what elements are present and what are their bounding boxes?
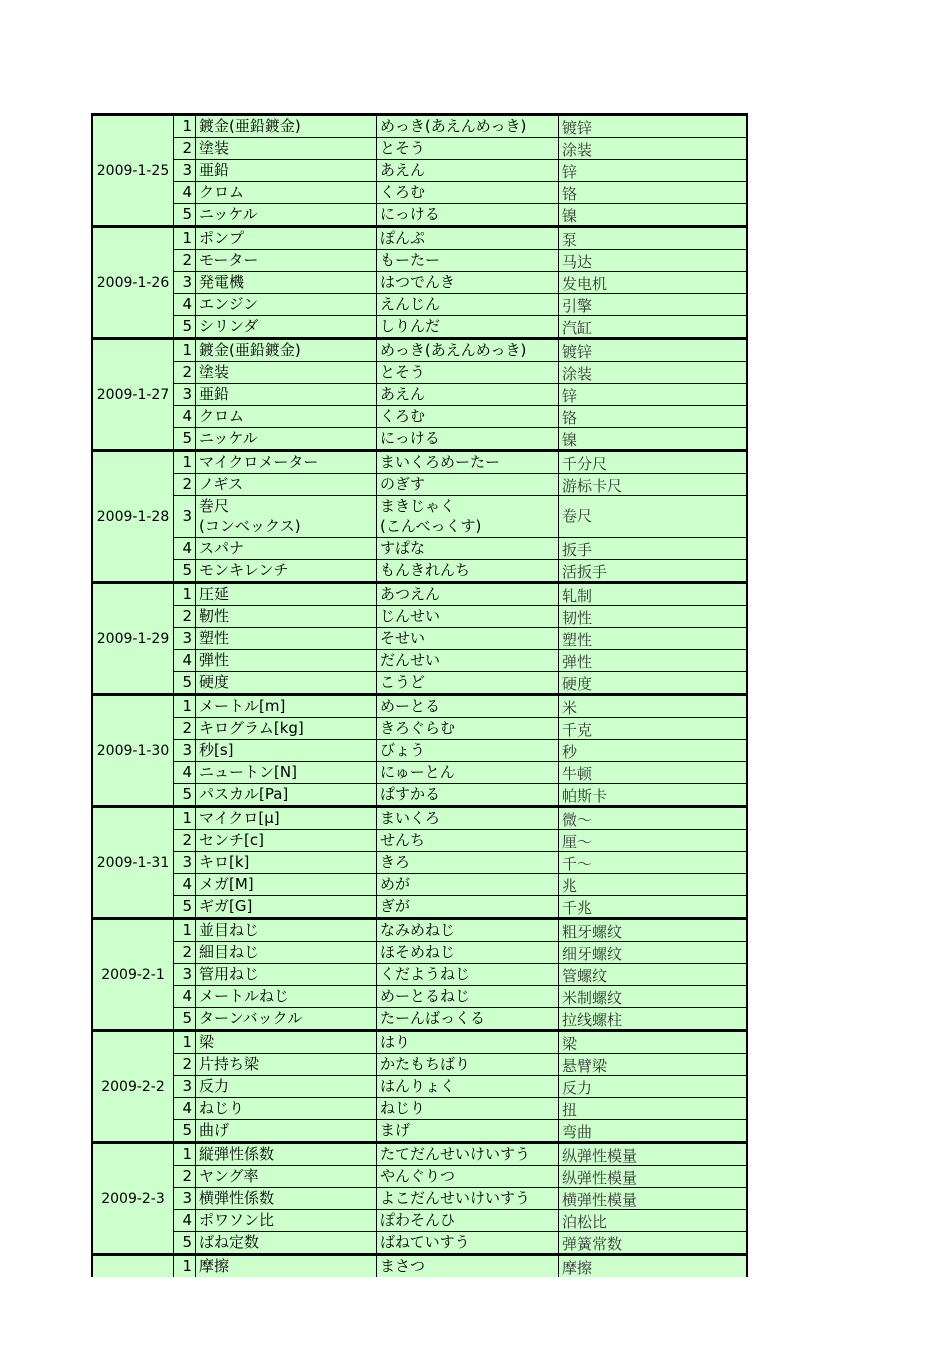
kana-reading: くろむ xyxy=(377,406,559,427)
row-number: 4 xyxy=(174,986,196,1007)
japanese-term: 管用ねじ xyxy=(196,964,377,985)
table-row xyxy=(174,473,748,495)
kana-reading: きろぐらむ xyxy=(377,718,559,739)
date-group xyxy=(91,693,748,805)
chinese-translation: 兆 xyxy=(559,874,748,895)
row-number: 1 xyxy=(174,920,196,941)
table-row xyxy=(174,427,748,449)
row-number: 1 xyxy=(174,116,196,137)
japanese-term: 摩擦 xyxy=(196,1256,377,1277)
japanese-term: 亜鉛 xyxy=(196,384,377,405)
japanese-term: 横弾性係数 xyxy=(196,1188,377,1209)
chinese-translation: 镀锌 xyxy=(559,340,748,361)
table-row xyxy=(174,1231,748,1253)
row-number: 4 xyxy=(174,1210,196,1231)
kana-reading: よこだんせいけいすう xyxy=(377,1188,559,1209)
date-group xyxy=(91,1029,748,1141)
japanese-term: ヤング率 xyxy=(196,1166,377,1187)
japanese-term: メートルねじ xyxy=(196,986,377,1007)
table-row xyxy=(174,340,748,361)
japanese-term: ポワソン比 xyxy=(196,1210,377,1231)
kana-reading: びょう xyxy=(377,740,559,761)
kana-reading: はんりょく xyxy=(377,1076,559,1097)
chinese-translation: 引擎 xyxy=(559,294,748,315)
table-row xyxy=(174,1075,748,1097)
japanese-term: ねじり xyxy=(196,1098,377,1119)
kana-reading: かたもちばり xyxy=(377,1054,559,1075)
row-number: 5 xyxy=(174,560,196,581)
chinese-translation: 塑性 xyxy=(559,628,748,649)
kana-reading: すぱな xyxy=(377,538,559,559)
date-cell: 2009-1-28 xyxy=(91,452,174,581)
table-row xyxy=(174,1144,748,1165)
table-row xyxy=(174,228,748,249)
row-number: 2 xyxy=(174,1054,196,1075)
kana-reading: あつえん xyxy=(377,584,559,605)
date-group xyxy=(91,449,748,581)
chinese-translation: 厘～ xyxy=(559,830,748,851)
date-cell xyxy=(91,1256,174,1277)
chinese-translation: 扳手 xyxy=(559,538,748,559)
japanese-term: ニッケル xyxy=(196,428,377,449)
chinese-translation: 发电机 xyxy=(559,272,748,293)
row-number: 4 xyxy=(174,1098,196,1119)
date-cell: 2009-2-2 xyxy=(91,1032,174,1141)
japanese-term: パスカル[Pa] xyxy=(196,784,377,805)
chinese-translation: 米 xyxy=(559,696,748,717)
japanese-term: 弾性 xyxy=(196,650,377,671)
kana-reading: こうど xyxy=(377,672,559,693)
chinese-translation: 铬 xyxy=(559,182,748,203)
row-number: 2 xyxy=(174,1166,196,1187)
row-number: 1 xyxy=(174,1144,196,1165)
kana-reading: あえん xyxy=(377,384,559,405)
table-row xyxy=(174,1256,748,1277)
table-row xyxy=(174,985,748,1007)
kana-reading: とそう xyxy=(377,138,559,159)
date-group xyxy=(91,225,748,337)
kana-reading: とそう xyxy=(377,362,559,383)
kana-reading: まさつ xyxy=(377,1256,559,1277)
date-cell: 2009-1-25 xyxy=(91,116,174,225)
table-row xyxy=(174,696,748,717)
vocabulary-table xyxy=(91,113,748,1277)
table-row xyxy=(174,605,748,627)
table-row xyxy=(174,559,748,581)
table-row xyxy=(174,895,748,917)
japanese-term: ポンプ xyxy=(196,228,377,249)
row-number: 5 xyxy=(174,1008,196,1029)
chinese-translation: 微～ xyxy=(559,808,748,829)
kana-reading: まいくろめーたー xyxy=(377,452,559,473)
table-row xyxy=(174,1165,748,1187)
kana-reading: きろ xyxy=(377,852,559,873)
kana-reading: ねじり xyxy=(377,1098,559,1119)
chinese-translation: 千兆 xyxy=(559,896,748,917)
japanese-term: 反力 xyxy=(196,1076,377,1097)
kana-reading: めが xyxy=(377,874,559,895)
chinese-translation: 牛顿 xyxy=(559,762,748,783)
chinese-translation: 锌 xyxy=(559,160,748,181)
chinese-translation: 管螺纹 xyxy=(559,964,748,985)
chinese-translation: 涂装 xyxy=(559,362,748,383)
table-row xyxy=(174,315,748,337)
row-number: 3 xyxy=(174,384,196,405)
table-row xyxy=(174,649,748,671)
japanese-term: メートル[m] xyxy=(196,696,377,717)
japanese-term: 片持ち梁 xyxy=(196,1054,377,1075)
kana-reading: にっける xyxy=(377,428,559,449)
japanese-term: クロム xyxy=(196,182,377,203)
chinese-translation: 米制螺纹 xyxy=(559,986,748,1007)
japanese-term: 硬度 xyxy=(196,672,377,693)
row-number: 1 xyxy=(174,452,196,473)
chinese-translation: 弹性 xyxy=(559,650,748,671)
chinese-translation: 帕斯卡 xyxy=(559,784,748,805)
table-row xyxy=(174,271,748,293)
row-number: 4 xyxy=(174,182,196,203)
japanese-term: マイクロ[μ] xyxy=(196,808,377,829)
row-number: 3 xyxy=(174,272,196,293)
row-number: 5 xyxy=(174,896,196,917)
kana-reading: じんせい xyxy=(377,606,559,627)
japanese-term: 鍍金(亜鉛鍍金) xyxy=(196,116,377,137)
row-number: 5 xyxy=(174,316,196,337)
japanese-term: キログラム[kg] xyxy=(196,718,377,739)
japanese-term: スパナ xyxy=(196,538,377,559)
row-number: 2 xyxy=(174,942,196,963)
table-row xyxy=(174,1119,748,1141)
japanese-term: モーター xyxy=(196,250,377,271)
japanese-term: キロ[k] xyxy=(196,852,377,873)
row-number: 1 xyxy=(174,584,196,605)
chinese-translation: 悬臂梁 xyxy=(559,1054,748,1075)
row-number: 4 xyxy=(174,406,196,427)
japanese-term: ニュートン[N] xyxy=(196,762,377,783)
japanese-term: モンキレンチ xyxy=(196,560,377,581)
kana-reading: そせい xyxy=(377,628,559,649)
chinese-translation: 拉线螺柱 xyxy=(559,1008,748,1029)
kana-reading: めーとる xyxy=(377,696,559,717)
japanese-term: 並目ねじ xyxy=(196,920,377,941)
japanese-term: 秒[s] xyxy=(196,740,377,761)
kana-reading: だんせい xyxy=(377,650,559,671)
japanese-term: 圧延 xyxy=(196,584,377,605)
chinese-translation: 镍 xyxy=(559,428,748,449)
table-row xyxy=(174,584,748,605)
row-number: 3 xyxy=(174,628,196,649)
date-group xyxy=(91,805,748,917)
chinese-translation: 千～ xyxy=(559,852,748,873)
table-row xyxy=(174,963,748,985)
table-row xyxy=(174,941,748,963)
japanese-term: 鍍金(亜鉛鍍金) xyxy=(196,340,377,361)
table-row xyxy=(174,739,748,761)
chinese-translation: 镀锌 xyxy=(559,116,748,137)
kana-reading: くろむ xyxy=(377,182,559,203)
table-row xyxy=(174,116,748,137)
table-row xyxy=(174,873,748,895)
row-number: 3 xyxy=(174,160,196,181)
japanese-term: 亜鉛 xyxy=(196,160,377,181)
row-number: 4 xyxy=(174,762,196,783)
kana-reading: しりんだ xyxy=(377,316,559,337)
japanese-term: 塗装 xyxy=(196,138,377,159)
chinese-translation: 反力 xyxy=(559,1076,748,1097)
japanese-term: 塑性 xyxy=(196,628,377,649)
kana-reading: ばねていすう xyxy=(377,1232,559,1253)
chinese-translation: 韧性 xyxy=(559,606,748,627)
kana-reading: にゅーとん xyxy=(377,762,559,783)
table-row xyxy=(174,537,748,559)
row-number: 2 xyxy=(174,474,196,495)
date-cell: 2009-1-31 xyxy=(91,808,174,917)
japanese-term: ノギス xyxy=(196,474,377,495)
row-number: 5 xyxy=(174,672,196,693)
chinese-translation: 锌 xyxy=(559,384,748,405)
chinese-translation: 镍 xyxy=(559,204,748,225)
table-row xyxy=(174,203,748,225)
date-group xyxy=(91,113,748,225)
row-number: 4 xyxy=(174,294,196,315)
table-row xyxy=(174,452,748,473)
row-number: 2 xyxy=(174,606,196,627)
date-cell: 2009-1-26 xyxy=(91,228,174,337)
chinese-translation: 轧制 xyxy=(559,584,748,605)
kana-reading: まいくろ xyxy=(377,808,559,829)
row-number: 3 xyxy=(174,740,196,761)
japanese-term: 曲げ xyxy=(196,1120,377,1141)
chinese-translation: 纵弹性模量 xyxy=(559,1166,748,1187)
table-row xyxy=(174,717,748,739)
kana-reading: はり xyxy=(377,1032,559,1053)
date-cell: 2009-1-27 xyxy=(91,340,174,449)
kana-reading: たてだんせいけいすう xyxy=(377,1144,559,1165)
row-number: 3 xyxy=(174,1188,196,1209)
kana-reading: ぽわそんひ xyxy=(377,1210,559,1231)
row-number: 4 xyxy=(174,874,196,895)
chinese-translation: 硬度 xyxy=(559,672,748,693)
chinese-translation: 纵弹性模量 xyxy=(559,1144,748,1165)
japanese-term: 縦弾性係数 xyxy=(196,1144,377,1165)
chinese-translation: 粗牙螺纹 xyxy=(559,920,748,941)
table-row xyxy=(174,1209,748,1231)
table-row xyxy=(174,1053,748,1075)
row-number: 1 xyxy=(174,696,196,717)
date-cell: 2009-1-29 xyxy=(91,584,174,693)
table-row xyxy=(174,249,748,271)
kana-reading: ぱすかる xyxy=(377,784,559,805)
kana-reading: はつでんき xyxy=(377,272,559,293)
kana-reading: くだようねじ xyxy=(377,964,559,985)
kana-reading: のぎす xyxy=(377,474,559,495)
kana-reading: やんぐりつ xyxy=(377,1166,559,1187)
table-row xyxy=(174,383,748,405)
japanese-term: ばね定数 xyxy=(196,1232,377,1253)
table-row xyxy=(174,920,748,941)
chinese-translation: 活扳手 xyxy=(559,560,748,581)
table-row xyxy=(174,851,748,873)
chinese-translation: 弯曲 xyxy=(559,1120,748,1141)
kana-reading: えんじん xyxy=(377,294,559,315)
date-group xyxy=(91,337,748,449)
kana-reading: あえん xyxy=(377,160,559,181)
table-row xyxy=(174,1097,748,1119)
table-row xyxy=(174,627,748,649)
row-number: 5 xyxy=(174,1120,196,1141)
table-row xyxy=(174,1007,748,1029)
row-number: 3 xyxy=(174,964,196,985)
japanese-term: シリンダ xyxy=(196,316,377,337)
table-row xyxy=(174,495,748,537)
date-cell: 2009-2-3 xyxy=(91,1144,174,1253)
japanese-term: 靭性 xyxy=(196,606,377,627)
kana-reading: まげ xyxy=(377,1120,559,1141)
japanese-term: クロム xyxy=(196,406,377,427)
table-row xyxy=(174,181,748,203)
kana-reading: ほそめねじ xyxy=(377,942,559,963)
chinese-translation: 泊松比 xyxy=(559,1210,748,1231)
row-number: 5 xyxy=(174,1232,196,1253)
date-cell: 2009-2-1 xyxy=(91,920,174,1029)
chinese-translation: 马达 xyxy=(559,250,748,271)
kana-reading: もんきれんち xyxy=(377,560,559,581)
kana-reading: めっき(あえんめっき) xyxy=(377,116,559,137)
kana-reading: めーとるねじ xyxy=(377,986,559,1007)
date-group xyxy=(91,917,748,1029)
chinese-translation: 游标卡尺 xyxy=(559,474,748,495)
row-number: 5 xyxy=(174,784,196,805)
kana-reading: せんち xyxy=(377,830,559,851)
japanese-term: 細目ねじ xyxy=(196,942,377,963)
date-group xyxy=(91,1253,748,1277)
row-number: 1 xyxy=(174,808,196,829)
japanese-term: 発電機 xyxy=(196,272,377,293)
kana-reading: まきじゃく (こんべっくす) xyxy=(377,496,559,537)
row-number: 2 xyxy=(174,362,196,383)
kana-reading: にっける xyxy=(377,204,559,225)
japanese-term: 塗装 xyxy=(196,362,377,383)
date-cell: 2009-1-30 xyxy=(91,696,174,805)
japanese-term: エンジン xyxy=(196,294,377,315)
japanese-term: センチ[c] xyxy=(196,830,377,851)
chinese-translation: 秒 xyxy=(559,740,748,761)
kana-reading: もーたー xyxy=(377,250,559,271)
table-row xyxy=(174,829,748,851)
chinese-translation: 弹簧常数 xyxy=(559,1232,748,1253)
row-number: 4 xyxy=(174,650,196,671)
japanese-term: 巻尺 (コンベックス) xyxy=(196,496,377,537)
japanese-term: ギガ[G] xyxy=(196,896,377,917)
row-number: 5 xyxy=(174,428,196,449)
row-number: 3 xyxy=(174,852,196,873)
kana-reading: なみめねじ xyxy=(377,920,559,941)
chinese-translation: 扭 xyxy=(559,1098,748,1119)
chinese-translation: 摩擦 xyxy=(559,1256,748,1277)
japanese-term: ニッケル xyxy=(196,204,377,225)
japanese-term: 梁 xyxy=(196,1032,377,1053)
japanese-term: ターンバックル xyxy=(196,1008,377,1029)
row-number: 1 xyxy=(174,1256,196,1277)
table-row xyxy=(174,293,748,315)
table-row xyxy=(174,671,748,693)
chinese-translation: 千分尺 xyxy=(559,452,748,473)
row-number: 5 xyxy=(174,204,196,225)
chinese-translation: 梁 xyxy=(559,1032,748,1053)
table-row xyxy=(174,808,748,829)
table-row xyxy=(174,361,748,383)
row-number: 1 xyxy=(174,340,196,361)
chinese-translation: 卷尺 xyxy=(559,496,748,537)
date-group xyxy=(91,581,748,693)
chinese-translation: 细牙螺纹 xyxy=(559,942,748,963)
row-number: 1 xyxy=(174,1032,196,1053)
kana-reading: ぎが xyxy=(377,896,559,917)
row-number: 2 xyxy=(174,138,196,159)
row-number: 1 xyxy=(174,228,196,249)
table-row xyxy=(174,159,748,181)
row-number: 2 xyxy=(174,250,196,271)
kana-reading: ぽんぷ xyxy=(377,228,559,249)
row-number: 3 xyxy=(174,1076,196,1097)
row-number: 4 xyxy=(174,538,196,559)
chinese-translation: 铬 xyxy=(559,406,748,427)
chinese-translation: 泵 xyxy=(559,228,748,249)
table-row xyxy=(174,783,748,805)
kana-reading: めっき(あえんめっき) xyxy=(377,340,559,361)
row-number: 2 xyxy=(174,830,196,851)
japanese-term: メガ[M] xyxy=(196,874,377,895)
date-group xyxy=(91,1141,748,1253)
chinese-translation: 涂装 xyxy=(559,138,748,159)
table-row xyxy=(174,137,748,159)
table-row xyxy=(174,1187,748,1209)
row-number: 2 xyxy=(174,718,196,739)
japanese-term: マイクロメーター xyxy=(196,452,377,473)
table-row xyxy=(174,1032,748,1053)
kana-reading: たーんばっくる xyxy=(377,1008,559,1029)
chinese-translation: 汽缸 xyxy=(559,316,748,337)
row-number: 3 xyxy=(174,496,196,537)
table-row xyxy=(174,761,748,783)
chinese-translation: 千克 xyxy=(559,718,748,739)
table-row xyxy=(174,405,748,427)
chinese-translation: 横弹性模量 xyxy=(559,1188,748,1209)
